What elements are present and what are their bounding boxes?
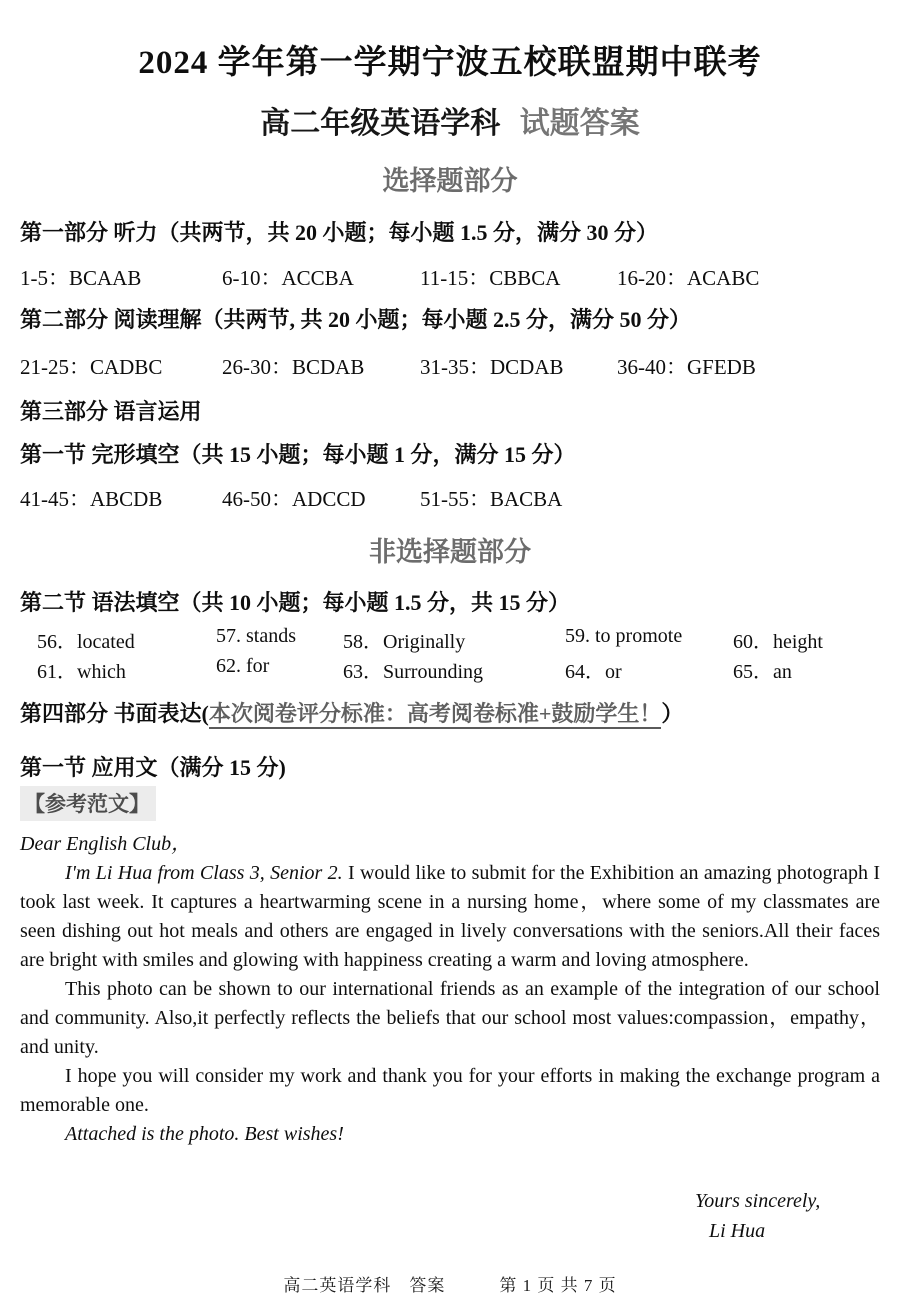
answer-group: 16-20：ACABC xyxy=(617,266,760,290)
essay-signature: Li Hua xyxy=(709,1220,766,1242)
grammar-answer: 59. to promote xyxy=(565,625,683,647)
grammar-section-heading: 第二节 语法填空（共 10 小题；每小题 1.5 分，共 15 分） xyxy=(20,590,571,615)
reference-essay xyxy=(20,830,880,1149)
essay-paragraph-2: This photo can be shown to our international friends as an example of the integration of our school and community. Also,it perfectly reflects the beliefs that our school most values:compassion，empathy，and unity. xyxy=(20,978,880,1058)
part4-heading-prefix: 第四部分 书面表达( xyxy=(20,701,209,726)
page-footer: 高二英语学科 答案 第 1 页 共 7 页 xyxy=(283,1276,617,1295)
answer-group: 26-30：BCDAB xyxy=(222,355,365,379)
grammar-answers-row-2 xyxy=(20,655,880,683)
part4-heading-suffix: ） xyxy=(661,701,684,726)
non-choice-section-heading: 非选择题部分 xyxy=(369,537,531,567)
grammar-answer: 62. for xyxy=(216,655,270,677)
grammar-answer: 65．an xyxy=(733,661,792,683)
cloze-section-heading: 第一节 完形填空（共 15 小题；每小题 1 分，满分 15 分） xyxy=(20,442,576,467)
essay-p1-body: I would like to submit for the Exhibition an amazing photograph I took last week. It captures a heartwarming scene in a nursing home，where some of my classmates are seen dishing out hot meals and others are engaged in lively conversations with the seniors.All their faces are bright with smiles and glowing with happiness creating a warm and loving atmosphere. xyxy=(20,862,880,971)
essay-closing: Yours sincerely, xyxy=(695,1190,821,1212)
reference-essay-label: 【参考范文】 xyxy=(20,786,156,821)
answer-group: 6-10：ACCBA xyxy=(222,266,354,290)
reading-answers-row xyxy=(20,351,880,377)
subtitle-answers-label: 试题答案 xyxy=(519,107,640,140)
essay-salutation: Dear English Club， xyxy=(20,833,192,855)
answer-group: 31-35：DCDAB xyxy=(420,355,564,379)
answer-group: 21-25：CADBC xyxy=(20,355,163,379)
exam-subtitle xyxy=(0,98,900,142)
essay-paragraph-3: I hope you will consider my work and thank you for your efforts in making the exchange program a memorable one. xyxy=(20,1065,880,1116)
grammar-answer: 57. stands xyxy=(216,625,296,647)
essay-p1-intro: I'm Li Hua from Class 3, Senior 2. xyxy=(65,862,343,884)
grammar-answer: 56．located xyxy=(37,631,135,653)
part2-reading-heading: 第二部分 阅读理解（共两节, 共 20 小题；每小题 2.5 分，满分 50 分） xyxy=(20,307,692,332)
part1-listening-heading: 第一部分 听力（共两节，共 20 小题；每小题 1.5 分，满分 30 分） xyxy=(20,220,659,245)
grammar-answer: 63．Surrounding xyxy=(343,661,483,683)
answer-group: 1-5：BCAAB xyxy=(20,266,142,290)
grammar-answer: 58．Originally xyxy=(343,631,466,653)
answer-group: 51-55：BACBA xyxy=(420,487,563,511)
answer-group: 46-50：ADCCD xyxy=(222,487,366,511)
grammar-answers-row-1 xyxy=(20,625,880,653)
reference-essay-label-wrap xyxy=(20,786,156,821)
answer-group: 11-15：CBBCA xyxy=(420,266,561,290)
part3-language-use-heading: 第三部分 语言运用 xyxy=(20,399,202,424)
answer-group: 41-45：ABCDB xyxy=(20,487,163,511)
grading-standard-note: 本次阅卷评分标准：高考阅卷标准+鼓励学生！ xyxy=(209,701,662,729)
subtitle-subject: 高二年级英语学科 xyxy=(260,107,501,140)
applied-writing-heading: 第一节 应用文（满分 15 分) xyxy=(20,755,286,780)
essay-closing-block xyxy=(695,1186,885,1246)
part4-writing-heading xyxy=(20,697,880,728)
answer-group: 36-40：GFEDB xyxy=(617,355,756,379)
grammar-answer: 61．which xyxy=(37,661,126,683)
essay-attachment-line: Attached is the photo. Best wishes! xyxy=(65,1123,344,1145)
listening-answers-row xyxy=(20,262,880,288)
exam-title: 2024 学年第一学期宁波五校联盟期中联考 xyxy=(138,45,762,81)
essay-paragraph-1 xyxy=(20,859,880,975)
grammar-answer: 60．height xyxy=(733,631,823,653)
choice-section-heading: 选择题部分 xyxy=(382,166,518,196)
grammar-answer: 64．or xyxy=(565,661,622,683)
cloze-answers-row xyxy=(20,483,880,509)
